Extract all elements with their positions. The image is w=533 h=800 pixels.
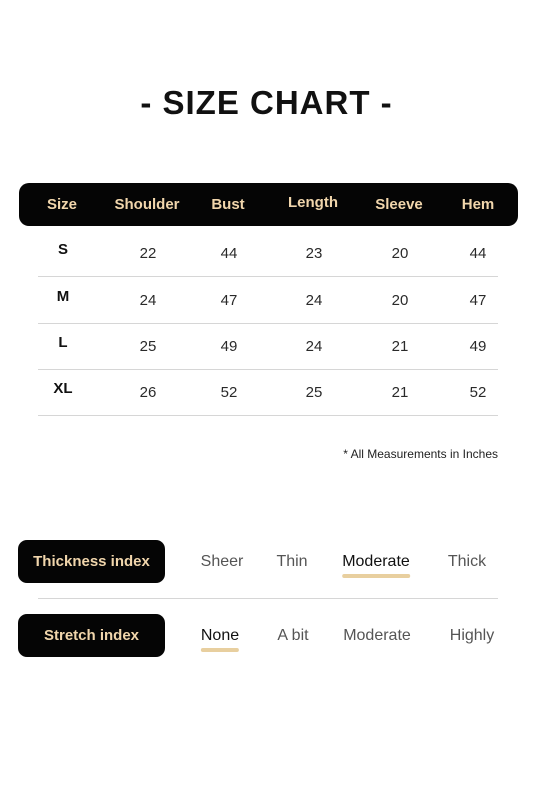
header-size: Size bbox=[46, 196, 78, 213]
stretch-option-none-selected bbox=[201, 627, 239, 652]
cell-sleeve: 20 bbox=[391, 292, 409, 309]
cell-bust: 52 bbox=[220, 384, 238, 401]
table-row bbox=[38, 369, 498, 416]
cell-shoulder: 24 bbox=[139, 292, 157, 309]
table-row bbox=[38, 230, 498, 277]
divider bbox=[38, 598, 498, 599]
thickness-option-sheer: Sheer bbox=[200, 553, 244, 570]
size-table-header bbox=[19, 183, 518, 226]
thickness-option-thick: Thick bbox=[447, 553, 487, 570]
cell-size: L bbox=[58, 334, 68, 351]
selection-underline bbox=[342, 574, 410, 578]
cell-length: 23 bbox=[305, 245, 323, 262]
cell-sleeve: 21 bbox=[391, 338, 409, 355]
cell-shoulder: 25 bbox=[139, 338, 157, 355]
stretch-option-a-bit: A bit bbox=[277, 627, 309, 644]
selection-underline bbox=[201, 648, 239, 652]
cell-hem: 52 bbox=[469, 384, 487, 401]
cell-hem: 49 bbox=[469, 338, 487, 355]
cell-size: M bbox=[56, 288, 70, 305]
header-shoulder: Shoulder bbox=[114, 196, 180, 213]
stretch-selected-label: None bbox=[200, 627, 240, 644]
cell-hem: 44 bbox=[469, 245, 487, 262]
thickness-selected-label: Moderate bbox=[342, 553, 410, 570]
header-length: Length bbox=[288, 194, 338, 211]
stretch-index-label: Stretch index bbox=[18, 614, 165, 657]
cell-shoulder: 26 bbox=[139, 384, 157, 401]
cell-length: 24 bbox=[305, 338, 323, 355]
cell-bust: 44 bbox=[220, 245, 238, 262]
stretch-option-highly: Highly bbox=[449, 627, 495, 644]
thickness-option-thin: Thin bbox=[276, 553, 308, 570]
cell-sleeve: 20 bbox=[391, 245, 409, 262]
table-row bbox=[38, 277, 498, 324]
header-sleeve: Sleeve bbox=[375, 196, 423, 213]
cell-bust: 47 bbox=[220, 292, 238, 309]
cell-sleeve: 21 bbox=[391, 384, 409, 401]
cell-length: 24 bbox=[305, 292, 323, 309]
header-hem: Hem bbox=[461, 196, 495, 213]
cell-bust: 49 bbox=[220, 338, 238, 355]
cell-length: 25 bbox=[305, 384, 323, 401]
thickness-index-label: Thickness index bbox=[18, 540, 165, 583]
cell-hem: 47 bbox=[469, 292, 487, 309]
table-row bbox=[38, 323, 498, 370]
page-title: - SIZE CHART - bbox=[140, 84, 393, 121]
header-bust: Bust bbox=[211, 196, 245, 213]
stretch-option-moderate: Moderate bbox=[343, 627, 411, 644]
cell-shoulder: 22 bbox=[139, 245, 157, 262]
thickness-option-moderate-selected bbox=[342, 553, 410, 578]
cell-size: XL bbox=[53, 380, 73, 397]
measurement-note: * All Measurements in Inches bbox=[343, 447, 498, 461]
cell-size: S bbox=[57, 241, 69, 258]
